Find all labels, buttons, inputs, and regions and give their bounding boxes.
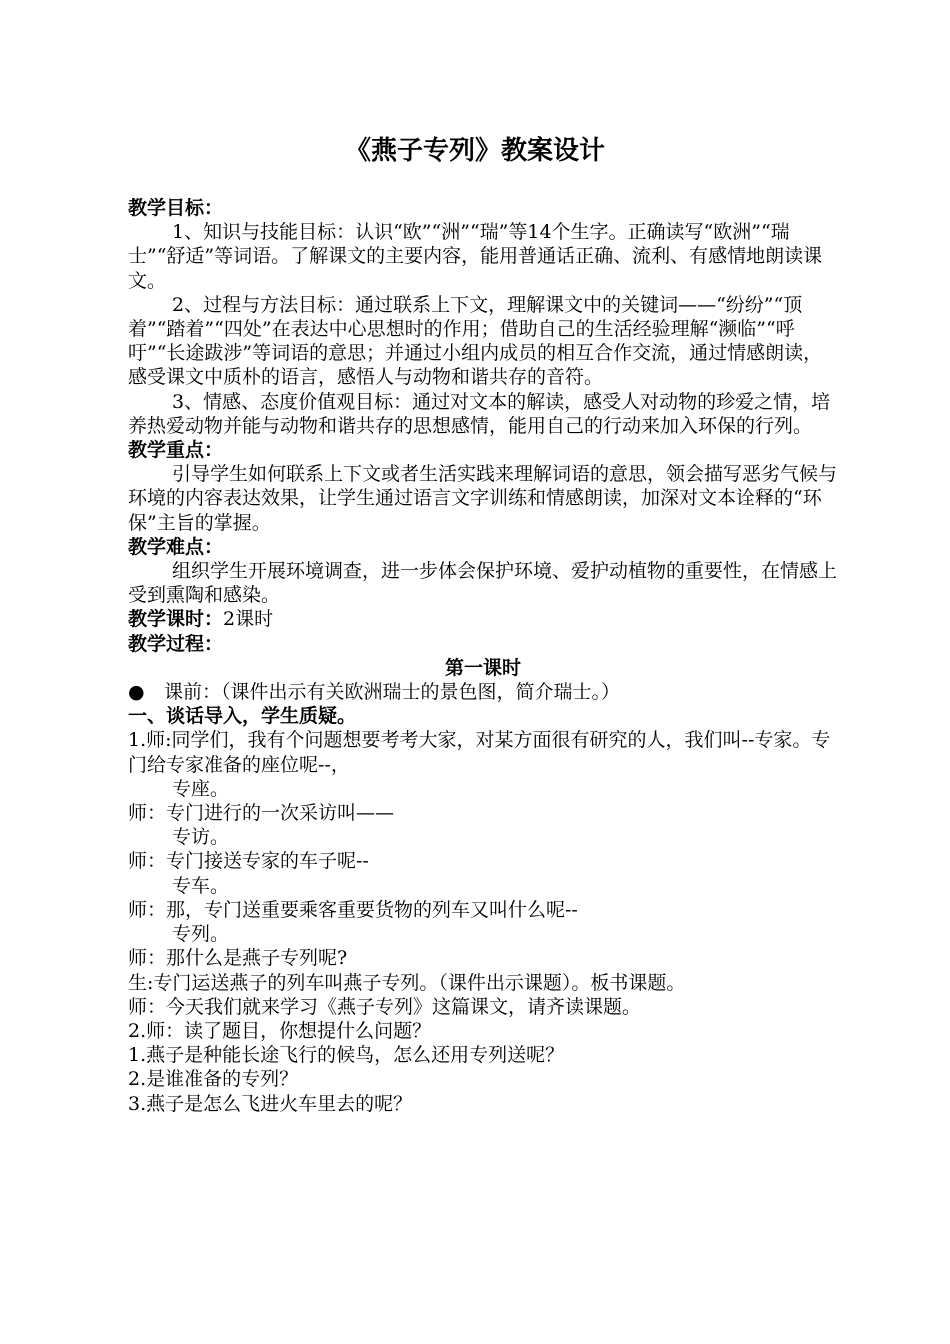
dialogue-line: 专列。	[172, 923, 230, 946]
dialogue-line: 3.燕子是怎么飞进火车里去的呢？	[128, 1092, 413, 1115]
section-heading: 一、谈话导入，学生质疑。	[128, 705, 357, 728]
process-heading: 教学过程：	[128, 632, 224, 655]
pre-class-text: 课前：（课件出示有关欧洲瑞士的景色图，简介瑞士。）	[164, 681, 621, 704]
dialogue-line: 师：专门进行的一次采访叫——	[128, 802, 395, 825]
dialogue-line: 师：专门接送专家的车子呢--	[128, 850, 369, 873]
dialogue-line: 专座。	[172, 777, 230, 800]
dialogue-line: 师：那，专门送重要乘客重要货物的列车又叫什么呢--	[128, 898, 578, 921]
dialogue-line: 生:专门运送燕子的列车叫燕子专列。（课件出示课题）。板书课题。	[128, 971, 686, 994]
objective-item: 2、过程与方法目标：通过联系上下文，理解课文中的关键词——“纷纷”“顶着”“踏着”“四处”在表达中心思想时的作用；借助自己的生活经验理解“濒临”“呼吁”“长途跋涉”等词语的意思；并通过小组内成员的相互合作交流，通过情感朗读，感受课文中质朴的语言，感悟人与动物和谐共存的音符。	[128, 293, 823, 389]
document-body	[128, 196, 838, 1116]
dialogue-line: 师：今天我们就来学习《燕子专列》这篇课文，请齐读课题。	[128, 995, 642, 1018]
key-points-heading: 教学重点：	[128, 439, 224, 462]
hours-heading: 教学课时：	[128, 608, 224, 631]
hours-line	[128, 607, 838, 631]
hours-value: 2课时	[223, 608, 274, 631]
bullet-icon: ●	[128, 681, 145, 704]
objective-item: 3、情感、态度价值观目标：通过对文本的解读，感受人对动物的珍爱之情，培养热爱动物并能与动物和谐共存的思想感情，能用自己的行动来加入环保的行列。	[128, 390, 831, 437]
pre-class-line	[128, 680, 838, 704]
objectives-heading: 教学目标：	[128, 197, 224, 219]
lesson-title: 第一课时	[444, 656, 521, 679]
key-points-text: 引导学生如何联系上下文或者生活实践来理解词语的意思，领会描写恶劣气候与环境的内容表达效果，让学生通过语言文字训练和情感朗读，加深对文本诠释的“环保”主旨的掌握。	[128, 463, 838, 534]
difficulties-text: 组织学生开展环境调查，进一步体会保护环境、爱护动植物的重要性，在情感上受到熏陶和感染。	[128, 560, 838, 607]
document-title: 《燕子专列》教案设计	[344, 136, 605, 166]
objective-item: 1、知识与技能目标：认识“欧”“洲”“瑞”等14个生字。正确读写“欧洲”“瑞士”“舒适”等词语。了解课文的主要内容，能用普通话正确、流利、有感情地朗读课文。	[128, 221, 823, 292]
dialogue-line: 1.师:同学们，我有个问题想要考考大家，对某方面很有研究的人，我们叫--专家。专门给专家准备的座位呢--，	[128, 729, 831, 776]
dialogue-lines	[128, 728, 838, 1115]
dialogue-line: 专车。	[172, 874, 230, 897]
dialogue-line: 2.师：读了题目，你想提什么问题？	[128, 1019, 432, 1042]
dialogue-line: 师：那什么是燕子专列呢?	[128, 947, 348, 970]
dialogue-line: 1.燕子是种能长途飞行的候鸟，怎么还用专列送呢？	[128, 1044, 565, 1067]
dialogue-line: 专访。	[172, 826, 230, 849]
difficulties-heading: 教学难点：	[128, 535, 224, 558]
dialogue-line: 2.是谁准备的专列？	[128, 1068, 299, 1091]
